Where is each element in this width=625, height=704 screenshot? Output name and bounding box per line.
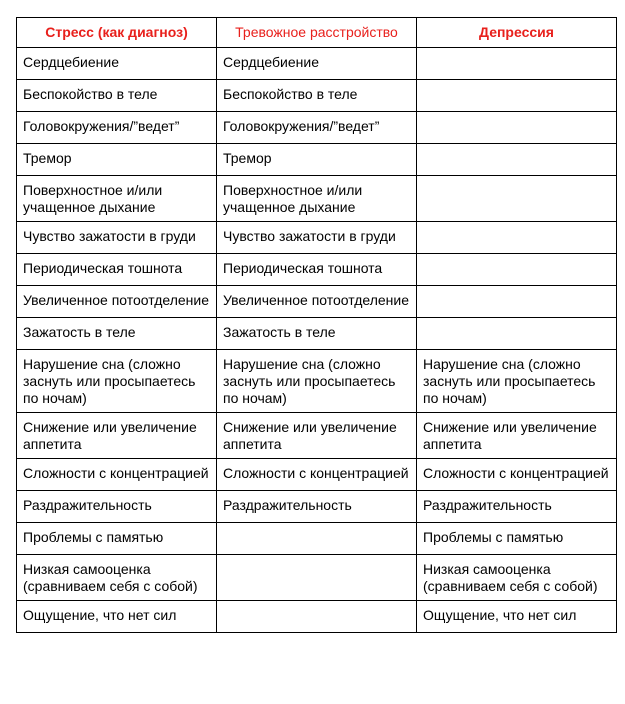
table-cell (417, 286, 617, 318)
table-cell (417, 112, 617, 144)
table-cell (417, 318, 617, 350)
table-cell: Беспокойство в теле (217, 80, 417, 112)
table-row (17, 413, 617, 459)
table-cell: Увеличенное потоотделение (17, 286, 217, 318)
header-anxiety: Тревожное расстройство (217, 18, 417, 48)
table-row (17, 523, 617, 555)
table-row (17, 491, 617, 523)
table-row (17, 176, 617, 222)
table-row (17, 112, 617, 144)
table-cell (217, 523, 417, 555)
table-cell: Поверхностное и/или учащенное дыхание (17, 176, 217, 222)
table-cell: Раздражительность (417, 491, 617, 523)
table-cell: Проблемы с памятью (17, 523, 217, 555)
table-cell: Тремор (17, 144, 217, 176)
table-cell (217, 555, 417, 601)
header-stress: Стресс (как диагноз) (17, 18, 217, 48)
table-cell: Беспокойство в теле (17, 80, 217, 112)
table-cell: Низкая самооценка (сравниваем себя с собой) (417, 555, 617, 601)
table-row (17, 459, 617, 491)
table-row (17, 144, 617, 176)
table-cell (217, 601, 417, 633)
table-cell: Снижение или увеличение аппетита (217, 413, 417, 459)
symptoms-table (16, 17, 617, 633)
table-cell: Сложности с концентрацией (417, 459, 617, 491)
table-cell: Раздражительность (217, 491, 417, 523)
table-cell (417, 48, 617, 80)
table-row (17, 601, 617, 633)
table-cell: Проблемы с памятью (417, 523, 617, 555)
table-cell: Поверхностное и/или учащенное дыхание (217, 176, 417, 222)
header-depression: Депрессия (417, 18, 617, 48)
table-row (17, 350, 617, 413)
table-cell: Сердцебиение (17, 48, 217, 80)
table-row (17, 48, 617, 80)
table-cell: Зажатость в теле (217, 318, 417, 350)
table-cell: Головокружения/”ведет” (217, 112, 417, 144)
table-row (17, 80, 617, 112)
table-cell (417, 176, 617, 222)
table-cell: Периодическая тошнота (217, 254, 417, 286)
table-cell (417, 80, 617, 112)
table-cell: Снижение или увеличение аппетита (417, 413, 617, 459)
table-cell: Раздражительность (17, 491, 217, 523)
table-cell (417, 144, 617, 176)
table-cell: Тремор (217, 144, 417, 176)
table-cell: Чувство зажатости в груди (217, 222, 417, 254)
table-cell: Сердцебиение (217, 48, 417, 80)
table-cell: Зажатость в теле (17, 318, 217, 350)
table-cell: Чувство зажатости в груди (17, 222, 217, 254)
table-cell: Низкая самооценка (сравниваем себя с собой) (17, 555, 217, 601)
table-cell: Сложности с концентрацией (17, 459, 217, 491)
table-row (17, 222, 617, 254)
table-cell: Ощущение, что нет сил (17, 601, 217, 633)
table-cell: Увеличенное потоотделение (217, 286, 417, 318)
table-cell: Головокружения/”ведет” (17, 112, 217, 144)
table-cell: Периодическая тошнота (17, 254, 217, 286)
table-cell: Нарушение сна (сложно заснуть или просыпаетесь по ночам) (17, 350, 217, 413)
table-cell: Сложности с концентрацией (217, 459, 417, 491)
table-cell: Ощущение, что нет сил (417, 601, 617, 633)
table-cell (417, 254, 617, 286)
table-row (17, 254, 617, 286)
table-cell: Нарушение сна (сложно заснуть или просыпаетесь по ночам) (417, 350, 617, 413)
table-cell: Снижение или увеличение аппетита (17, 413, 217, 459)
table-row (17, 555, 617, 601)
table-row (17, 286, 617, 318)
table-cell: Нарушение сна (сложно заснуть или просыпаетесь по ночам) (217, 350, 417, 413)
header-row (17, 18, 617, 48)
table-cell (417, 222, 617, 254)
table-row (17, 318, 617, 350)
